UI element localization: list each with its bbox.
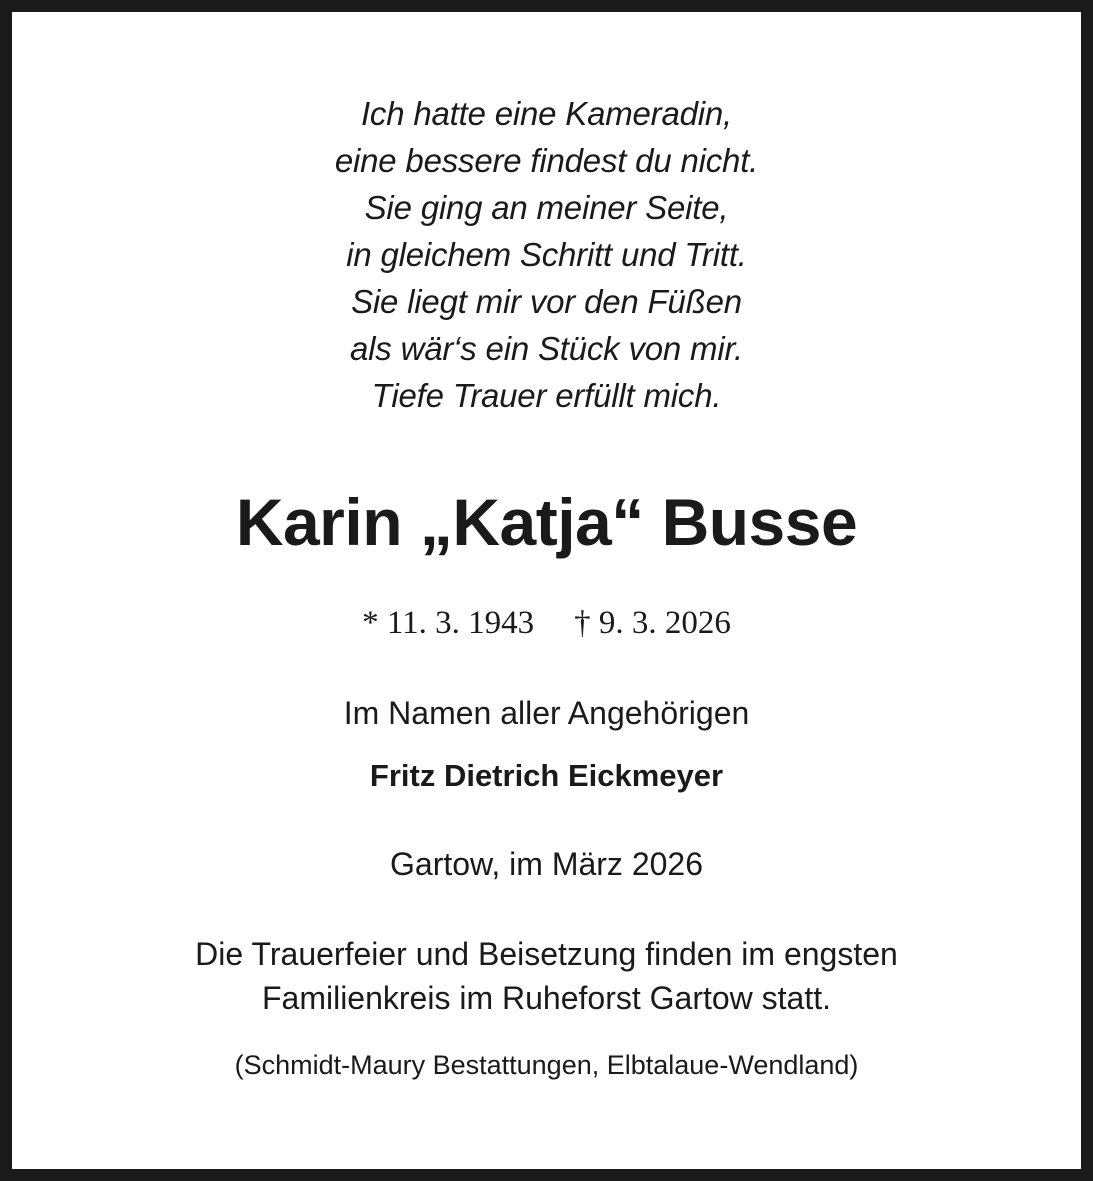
poem-line: Sie liegt mir vor den Füßen (351, 283, 742, 320)
undertaker-credit: (Schmidt-Maury Bestattungen, Elbtalaue-Wendland) (234, 1050, 859, 1080)
life-dates (12, 603, 1081, 643)
service-info (12, 932, 1081, 1020)
place-and-date: Gartow, im März 2026 (390, 846, 703, 882)
service-line: Die Trauerfeier und Beisetzung finden im engsten (195, 936, 898, 972)
poem-line: Sie ging an meiner Seite, (364, 189, 729, 226)
on-behalf-line: Im Namen aller Angehörigen (343, 695, 750, 731)
signer-name: Fritz Dietrich Eickmeyer (369, 758, 724, 793)
death-date: † 9. 3. 2026 (574, 605, 731, 641)
poem-line: Ich hatte eine Kameradin, (360, 95, 733, 132)
poem-line: Tiefe Trauer erfüllt mich. (371, 377, 722, 414)
service-line: Familienkreis im Ruheforst Gartow statt. (261, 980, 832, 1016)
poem-line: in gleichem Schritt und Tritt. (346, 236, 747, 273)
memorial-poem (12, 90, 1081, 419)
birth-date: * 11. 3. 1943 (362, 605, 535, 641)
poem-line: eine bessere findest du nicht. (334, 142, 759, 179)
poem-line: als wär‘s ein Stück von mir. (350, 330, 743, 367)
deceased-name: Karin „Katja“ Busse (235, 485, 858, 559)
